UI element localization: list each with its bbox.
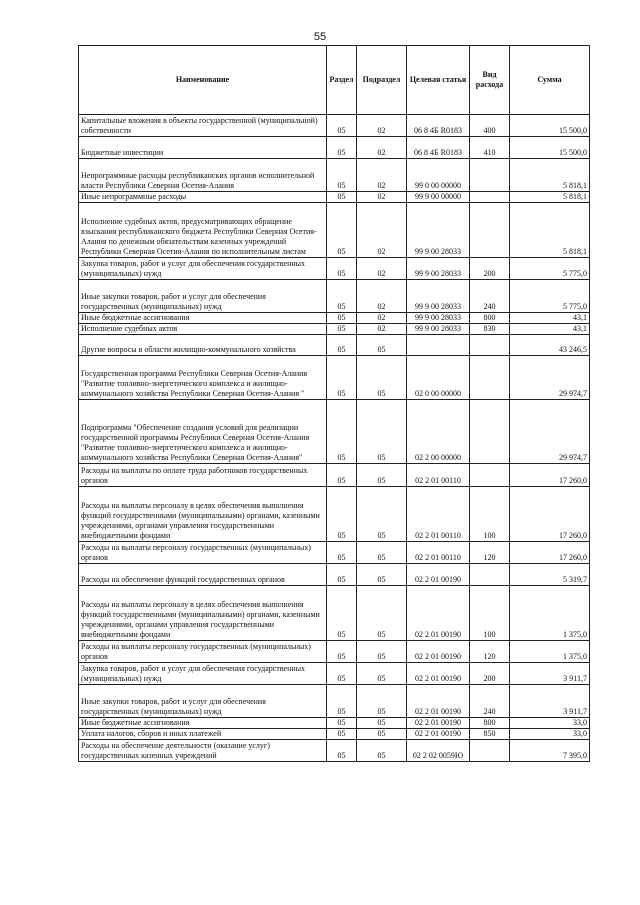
cell-section: 05 bbox=[327, 542, 357, 564]
table-row bbox=[79, 487, 590, 542]
cell-subsection: 02 bbox=[357, 137, 407, 159]
cell-section: 05 bbox=[327, 192, 357, 203]
cell-section: 05 bbox=[327, 464, 357, 487]
cell-sum: 43,1 bbox=[510, 324, 590, 335]
cell-sum: 3 911,7 bbox=[510, 685, 590, 718]
cell-section: 05 bbox=[327, 586, 357, 641]
cell-name: Закупка товаров, работ и услуг для обеспечения государственных (муниципальных) нужд bbox=[79, 663, 327, 685]
table-row bbox=[79, 740, 590, 762]
table-row bbox=[79, 729, 590, 740]
cell-subsection: 02 bbox=[357, 313, 407, 324]
cell-section: 05 bbox=[327, 564, 357, 586]
cell-sum: 5 319,7 bbox=[510, 564, 590, 586]
cell-target: 99 9 00 28033 bbox=[407, 258, 470, 280]
cell-section: 05 bbox=[327, 137, 357, 159]
cell-section: 05 bbox=[327, 685, 357, 718]
cell-name: Уплата налогов, сборов и иных платежей bbox=[79, 729, 327, 740]
cell-sum: 5 775,0 bbox=[510, 280, 590, 313]
cell-section: 05 bbox=[327, 203, 357, 258]
table-row bbox=[79, 137, 590, 159]
table-row bbox=[79, 324, 590, 335]
cell-target: 99 9 00 28033 bbox=[407, 324, 470, 335]
cell-type bbox=[470, 564, 510, 586]
cell-name: Расходы на выплаты персоналу государственных (муниципальных) органов bbox=[79, 641, 327, 663]
cell-target: 02 2 01 00190 bbox=[407, 586, 470, 641]
cell-type: 200 bbox=[470, 663, 510, 685]
cell-sum: 3 911,7 bbox=[510, 663, 590, 685]
table-row bbox=[79, 400, 590, 464]
cell-section: 05 bbox=[327, 663, 357, 685]
cell-section: 05 bbox=[327, 258, 357, 280]
cell-target: 99 9 00 00000 bbox=[407, 192, 470, 203]
cell-sum: 5 818,1 bbox=[510, 203, 590, 258]
cell-type: 240 bbox=[470, 280, 510, 313]
cell-name: Бюджетные инвестиции bbox=[79, 137, 327, 159]
cell-subsection: 05 bbox=[357, 400, 407, 464]
cell-sum: 1 375,0 bbox=[510, 586, 590, 641]
cell-sum: 33,0 bbox=[510, 718, 590, 729]
cell-section: 05 bbox=[327, 335, 357, 356]
header-target: Целевая статья bbox=[407, 46, 470, 115]
cell-name: Непрограммные расходы республиканских органов исполнительной власти Республики Северная Осетия-Алания bbox=[79, 159, 327, 192]
cell-section: 05 bbox=[327, 718, 357, 729]
cell-section: 05 bbox=[327, 159, 357, 192]
table-row bbox=[79, 159, 590, 192]
cell-type bbox=[470, 159, 510, 192]
cell-target bbox=[407, 335, 470, 356]
cell-target: 99 0 00 00000 bbox=[407, 159, 470, 192]
cell-type bbox=[470, 740, 510, 762]
table-row bbox=[79, 663, 590, 685]
cell-target: 02 2 02 0059Ю bbox=[407, 740, 470, 762]
cell-target: 02 2 01 00110 bbox=[407, 487, 470, 542]
cell-name: Расходы на выплаты персоналу государственных (муниципальных) органов bbox=[79, 542, 327, 564]
cell-section: 05 bbox=[327, 740, 357, 762]
table-row bbox=[79, 313, 590, 324]
cell-type bbox=[470, 464, 510, 487]
cell-name: Закупка товаров, работ и услуг для обеспечения государственных (муниципальных) нужд bbox=[79, 258, 327, 280]
cell-type bbox=[470, 400, 510, 464]
cell-type: 120 bbox=[470, 542, 510, 564]
cell-subsection: 05 bbox=[357, 542, 407, 564]
cell-type bbox=[470, 192, 510, 203]
table-row bbox=[79, 115, 590, 137]
cell-target: 02 2 01 00190 bbox=[407, 685, 470, 718]
cell-subsection: 05 bbox=[357, 685, 407, 718]
cell-sum: 17 260,0 bbox=[510, 487, 590, 542]
cell-sum: 5 818,1 bbox=[510, 192, 590, 203]
cell-sum: 43 246,5 bbox=[510, 335, 590, 356]
cell-name: Иные закупки товаров, работ и услуг для обеспечения государственных (муниципальных) нужд bbox=[79, 280, 327, 313]
cell-name: Расходы на выплаты персоналу в целях обеспечения выполнения функций государственными (муниципальными) органами, казенными учреждениями, органами управления государственными внебюджетными фондами bbox=[79, 487, 327, 542]
cell-sum: 15 500,0 bbox=[510, 137, 590, 159]
cell-sum: 15 500,0 bbox=[510, 115, 590, 137]
cell-name: Иные бюджетные ассигнования bbox=[79, 718, 327, 729]
table-row bbox=[79, 542, 590, 564]
cell-subsection: 02 bbox=[357, 159, 407, 192]
cell-target: 02 2 00 00000 bbox=[407, 400, 470, 464]
cell-target: 02 2 01 00190 bbox=[407, 641, 470, 663]
header-name: Наименование bbox=[79, 46, 327, 115]
cell-target: 02 2 01 00190 bbox=[407, 718, 470, 729]
cell-target: 99 9 00 28033 bbox=[407, 203, 470, 258]
cell-sum: 1 375,0 bbox=[510, 641, 590, 663]
table-row bbox=[79, 335, 590, 356]
cell-section: 05 bbox=[327, 313, 357, 324]
cell-name: Капитальные вложения в объекты государственной (муниципальной) собственности bbox=[79, 115, 327, 137]
header-type: Вид расхода bbox=[470, 46, 510, 115]
cell-target: 99 9 00 28033 bbox=[407, 280, 470, 313]
cell-subsection: 05 bbox=[357, 564, 407, 586]
cell-name: Расходы на обеспечение деятельности (оказание услуг) государственных казенных учреждений bbox=[79, 740, 327, 762]
cell-subsection: 05 bbox=[357, 718, 407, 729]
cell-sum: 33,0 bbox=[510, 729, 590, 740]
cell-type: 800 bbox=[470, 718, 510, 729]
cell-subsection: 05 bbox=[357, 740, 407, 762]
cell-sum: 5 818,1 bbox=[510, 159, 590, 192]
cell-name: Другие вопросы в области жилищно-коммунального хозяйства bbox=[79, 335, 327, 356]
cell-sum: 43,1 bbox=[510, 313, 590, 324]
cell-type: 240 bbox=[470, 685, 510, 718]
cell-sum: 7 395,0 bbox=[510, 740, 590, 762]
cell-subsection: 05 bbox=[357, 641, 407, 663]
cell-name: Иные бюджетные ассигнования bbox=[79, 313, 327, 324]
cell-sum: 29 974,7 bbox=[510, 400, 590, 464]
table-row bbox=[79, 564, 590, 586]
cell-subsection: 02 bbox=[357, 280, 407, 313]
cell-type bbox=[470, 203, 510, 258]
cell-subsection: 05 bbox=[357, 586, 407, 641]
cell-type: 120 bbox=[470, 641, 510, 663]
cell-type: 830 bbox=[470, 324, 510, 335]
table-row bbox=[79, 718, 590, 729]
table-row bbox=[79, 258, 590, 280]
table-row bbox=[79, 586, 590, 641]
cell-subsection: 02 bbox=[357, 324, 407, 335]
cell-section: 05 bbox=[327, 641, 357, 663]
cell-type: 200 bbox=[470, 258, 510, 280]
cell-section: 05 bbox=[327, 356, 357, 400]
cell-sum: 29 974,7 bbox=[510, 356, 590, 400]
cell-target: 02 2 01 00190 bbox=[407, 564, 470, 586]
cell-section: 05 bbox=[327, 115, 357, 137]
cell-name: Подпрограмма "Обеспечение создания условий для реализации государственной программы Республики Северная Осетия-Алания "Развитие топливно-энергетического комплекса и жилищно-коммунального хозяйства Республики Северная Осетия-Алания" bbox=[79, 400, 327, 464]
cell-target: 02 2 01 00110 bbox=[407, 464, 470, 487]
cell-type bbox=[470, 335, 510, 356]
cell-name: Иные непрограммные расходы bbox=[79, 192, 327, 203]
cell-target: 02 2 01 00190 bbox=[407, 729, 470, 740]
cell-subsection: 02 bbox=[357, 192, 407, 203]
cell-name: Исполнение судебных актов, предусматривающих обращение взыскания республиканского бюджета Республики Северная Осетия-Алания по денежным обязательствам казенных учреждений Республики Северная Осетия-Алания по исполнительным листам bbox=[79, 203, 327, 258]
table-row bbox=[79, 685, 590, 718]
cell-target: 02 0 00 00000 bbox=[407, 356, 470, 400]
cell-type: 100 bbox=[470, 487, 510, 542]
cell-target: 99 9 00 28033 bbox=[407, 313, 470, 324]
cell-name: Иные закупки товаров, работ и услуг для обеспечения государственных (муниципальных) нужд bbox=[79, 685, 327, 718]
cell-subsection: 05 bbox=[357, 663, 407, 685]
cell-name: Государственная программа Республики Северная Осетия-Алания "Развитие топливно-энергетического комплекса и жилищно-коммунального хозяйства Республики Северная Осетия-Алания " bbox=[79, 356, 327, 400]
table-row bbox=[79, 203, 590, 258]
cell-type: 800 bbox=[470, 313, 510, 324]
cell-subsection: 02 bbox=[357, 258, 407, 280]
cell-type bbox=[470, 356, 510, 400]
cell-sum: 17 260,0 bbox=[510, 464, 590, 487]
cell-subsection: 02 bbox=[357, 115, 407, 137]
page-number: 55 bbox=[313, 31, 327, 43]
table-row bbox=[79, 280, 590, 313]
table-row bbox=[79, 464, 590, 487]
cell-sum: 5 775,0 bbox=[510, 258, 590, 280]
table-row bbox=[79, 641, 590, 663]
table-row bbox=[79, 192, 590, 203]
table-row bbox=[79, 356, 590, 400]
cell-section: 05 bbox=[327, 324, 357, 335]
cell-subsection: 05 bbox=[357, 487, 407, 542]
header-sum: Сумма bbox=[510, 46, 590, 115]
cell-subsection: 05 bbox=[357, 464, 407, 487]
header-subsection: Подраздел bbox=[357, 46, 407, 115]
cell-subsection: 02 bbox=[357, 203, 407, 258]
cell-type: 410 bbox=[470, 137, 510, 159]
cell-target: 02 2 01 00190 bbox=[407, 663, 470, 685]
cell-subsection: 05 bbox=[357, 356, 407, 400]
cell-target: 02 2 01 00110 bbox=[407, 542, 470, 564]
cell-section: 05 bbox=[327, 729, 357, 740]
cell-name: Расходы на обеспечение функций государственных органов bbox=[79, 564, 327, 586]
cell-type: 400 bbox=[470, 115, 510, 137]
cell-target: 06 8 4Б R0183 bbox=[407, 137, 470, 159]
cell-target: 06 8 4Б R0183 bbox=[407, 115, 470, 137]
table-header-row bbox=[79, 46, 590, 115]
cell-name: Расходы на выплаты персоналу в целях обеспечения выполнения функций государственными (муниципальными) органами, казенными учреждениями, органами управления государственными внебюджетными фондами bbox=[79, 586, 327, 641]
header-section: Раздел bbox=[327, 46, 357, 115]
budget-table bbox=[78, 45, 590, 762]
cell-type: 850 bbox=[470, 729, 510, 740]
cell-type: 100 bbox=[470, 586, 510, 641]
cell-name: Расходы на выплаты по оплате труда работников государственных органов bbox=[79, 464, 327, 487]
cell-subsection: 05 bbox=[357, 729, 407, 740]
cell-sum: 17 260,0 bbox=[510, 542, 590, 564]
cell-subsection: 05 bbox=[357, 335, 407, 356]
cell-section: 05 bbox=[327, 280, 357, 313]
cell-section: 05 bbox=[327, 400, 357, 464]
cell-name: Исполнение судебных актов bbox=[79, 324, 327, 335]
cell-section: 05 bbox=[327, 487, 357, 542]
